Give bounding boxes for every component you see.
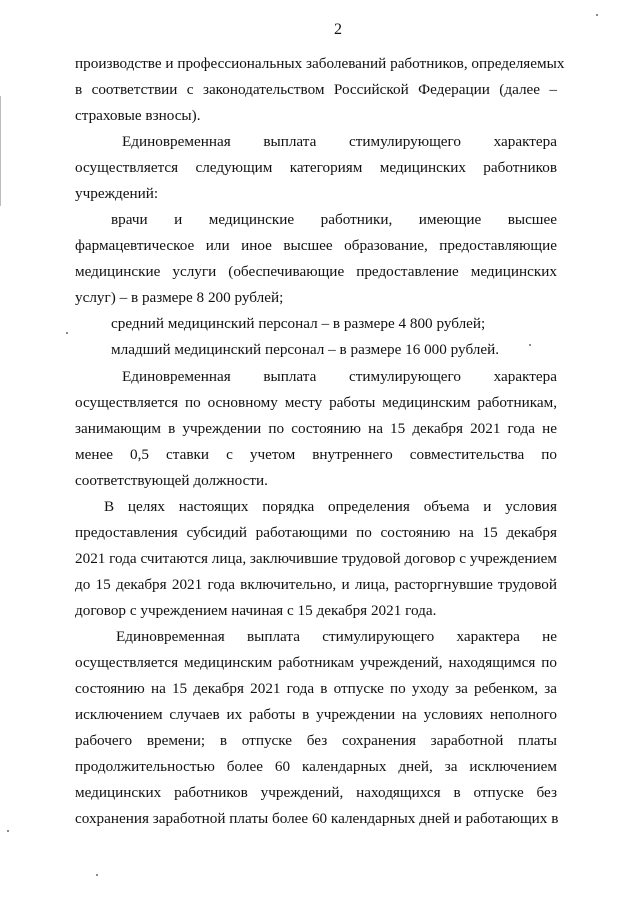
scan-speck — [96, 874, 98, 876]
text-line: сохранения заработной платы более 60 календарных дней и работающих в — [75, 810, 559, 827]
text-line: фармацевтическое или иное высшее образование, предоставляющие — [75, 237, 557, 254]
paragraph-main-workplace — [75, 364, 557, 494]
text-line: предоставления субсидий работающими по состоянию на 15 декабря — [75, 524, 557, 541]
text-line: учреждений: — [75, 185, 159, 202]
text-line: 2021 года считаются лица, заключившие трудовой договор с учреждением — [75, 550, 557, 567]
page-number: 2 — [334, 21, 342, 38]
text-line: договор с учреждением начиная с 15 декабря 2021 года. — [75, 602, 437, 619]
text-line: младший медицинский персонал – в размере 16 000 рублей. — [111, 341, 500, 358]
text-line: осуществляется медицинским работникам учреждений, находящимся по — [75, 654, 557, 671]
paragraph-categories-intro — [75, 129, 557, 207]
paragraph-doctors-payment — [75, 207, 557, 311]
paragraph-insurance-contributions — [75, 51, 565, 129]
text-line: осуществляется по основному месту работы медицинским работникам, — [75, 394, 557, 411]
text-line: состоянию на 15 декабря 2021 года в отпуске по уходу за ребенком, за — [75, 680, 557, 697]
text-line: средний медицинский персонал – в размере 4 800 рублей; — [111, 315, 486, 332]
paragraph-middle-staff-payment — [75, 311, 557, 337]
text-line: страховые взносы). — [75, 107, 201, 124]
text-line: Единовременная выплата стимулирующего характера — [122, 368, 557, 385]
text-line: занимающим в учреждении по состоянию на 15 декабря 2021 года не — [75, 420, 557, 437]
text-line: до 15 декабря 2021 года включительно, и лица, расторгнувшие трудовой — [75, 576, 557, 593]
text-line: рабочего времени; в отпуске без сохранения заработной платы — [75, 732, 557, 749]
paragraph-payment-exclusions — [75, 624, 557, 832]
text-line: Единовременная выплата стимулирующего характера не — [116, 628, 557, 645]
text-line: осуществляется следующим категориям медицинских работников — [75, 159, 557, 176]
text-line: соответствующей должности. — [75, 472, 268, 489]
text-line: медицинские услуги (обеспечивающие предоставление медицинских — [75, 263, 557, 280]
scan-speck — [7, 830, 9, 832]
text-line: врачи и медицинские работники, имеющие высшее — [111, 211, 557, 228]
paragraph-working-persons-definition — [75, 494, 557, 624]
text-line: медицинских работников учреждений, находящихся в отпуске без — [75, 784, 557, 801]
text-line: в соответствии с законодательством Российской Федерации (далее – — [75, 81, 557, 98]
paragraph-junior-staff-payment — [75, 337, 557, 363]
scan-speck — [596, 14, 598, 16]
text-line: исключением случаев их работы в учреждении на условиях неполного — [75, 706, 557, 723]
text-line: менее 0,5 ставки с учетом внутреннего совместительства по — [75, 446, 557, 463]
text-line: производстве и профессиональных заболеваний работников, определяемых — [75, 55, 565, 72]
scan-edge-line — [0, 96, 1, 206]
scan-speck — [66, 332, 68, 334]
text-line: услуг) – в размере 8 200 рублей; — [75, 289, 284, 306]
text-line: В целях настоящих порядка определения объема и условия — [104, 498, 557, 515]
text-line: Единовременная выплата стимулирующего характера — [122, 133, 557, 150]
text-line: продолжительностью более 60 календарных дней, за исключением — [75, 758, 557, 775]
